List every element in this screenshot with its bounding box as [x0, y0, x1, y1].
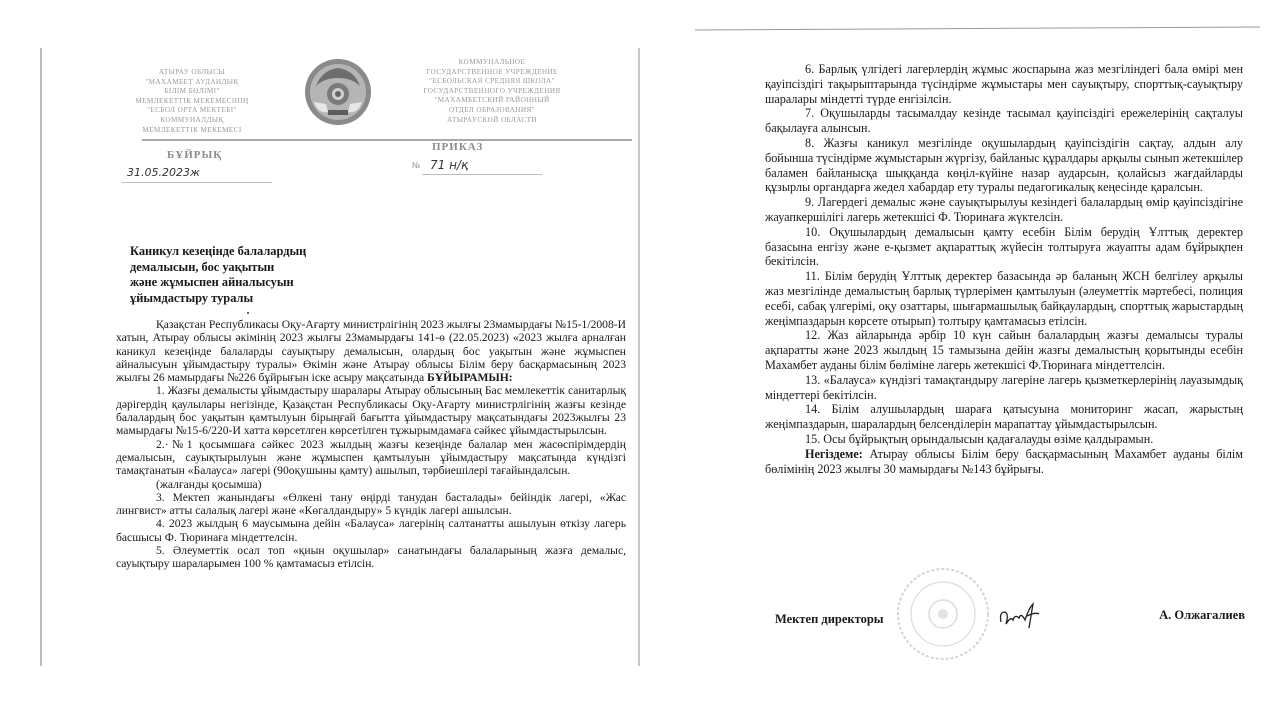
scan-speck: [247, 312, 249, 314]
order-item-8: 8. Жазғы каникул мезгілінде оқушылардың қауіпсіздігін сақтау, алдын алу бойынша түсіндірме жұмыстарын жүргізу, байланыс құралдары арқылы сынып жетекшілер баламен байланысқа шыққанда көңіл-күйіне назар аударсын, қолайсыз жағдайларды құзырлы органдарға жедел хабардар ету туралы педагогикалық кеңесінде қаралсын.: [765, 135, 1243, 195]
title-line: Каникул кезеңінде балалардың: [130, 244, 307, 258]
header-divider: [142, 139, 632, 141]
order-number-prefix: №: [412, 161, 421, 170]
order-item-2: 2.·№1 қосымшаға сәйкес 2023 жылдың жазғы кезеңінде балалар мен жасөспірімдердің демалысын, сауықтырылуын және жұмыспен қамтылуын ұйымдастыру мақсатында күндізгі тамақтанатын «Балауса» лагері (90оқушыны қамту) ашылып, тәрбиешілері тағайындалсын.: [116, 437, 626, 478]
order-item-6: 6. Барлық үлгідегі лагерлердің жұмыс жоспарына жаз мезгіліндегі бала өмірі мен қауіпсіздігі тақырыптарында түсіндірме жұмыстары мен сауықтыру, спорттық-сауықтыру шаралары міндетті түрде енгізілсін.: [765, 62, 1243, 106]
order-body-right: [765, 62, 1243, 476]
order-item-13: 13. «Балауса» күндізгі тамақтандыру лагеріне лагерь қызметкерлерінің лауазымдық міндеттері бекітілсін.: [765, 372, 1243, 402]
header-line: "МАХАМБЕТ АУДАНДЫҚ: [145, 77, 239, 86]
order-item-11: 11. Білім берудің Ұлттық деректер базасында әр баланың ЖСН белгілеу арқылы жаз мезгілінде демалыстың барлық түрлерімен қамтылуын (әлеуметтік мәртебесі, полиция есебі, сабақ үлгерімі, оқу озаттары, шығармашылық байқаулардың, спорттық жарыстардың жеңімпаздарын көрсете отырып) толтыру қамтамасыз етілсін.: [765, 269, 1243, 328]
order-item-5: 5. Әлеуметтік осал топ «қиын оқушылар» санатындағы балаларының жазға демалыс, сауықтыру шараларымен 100 % қамтамасыз етілсін.: [116, 544, 626, 571]
header-line: ГОСУДАРСТВЕННОЕ УЧРЕЖДЕНИЕ: [426, 67, 558, 76]
order-item-1: 1. Жазғы демалысты ұйымдастыру шаралары Атырау облысының Бас мемлекеттік санитарлық дәрігердің қаулылары негізінде, Қазақстан Республикасы Оқу-Ағарту министрлігінің жазғы кезінде балалардың бос уақытын қамтылуын бірыңғай бағытта ұйымдастыру мақсатындағы 2023жылғы 23 мамырдағы №15-6/220-И хатта көрсетлген көрсетілген тұжырымдамаға сәйкес ұйымдастырылсын.: [116, 384, 626, 438]
order-item-9: 9. Лагердегі демалыс және сауықтырылуы кезіндегі балалардың өмір қауіпсіздігіне жауапкершілігі лагерь жетекшісі Ф. Тюринаға жүктелсін.: [765, 195, 1243, 224]
header-line: "МАХАМБЕТСКИЙ РАЙОННЫЙ: [434, 96, 550, 105]
order-item-12: 12. Жаз айларында әрбір 10 күн сайын балалардың жазғы демалысы туралы ақпаратты және 2023 жылдың 15 тамызына дейін жазғы демалыстың қорытынды есебін Махамбет ауданы білім бөліміне лагерь жетекшісі Ф.Тюринаға міндеттелсін.: [765, 328, 1243, 372]
left-document-page: [40, 48, 640, 666]
header-line: АТЫРАУ ОБЛЫСЫ: [158, 68, 226, 76]
right-document-page: [695, 28, 1260, 668]
header-line: КОММУНАЛДЫҚ: [160, 115, 224, 124]
header-line: МЕМЛЕКЕТТІК МЕКЕМЕСІНІҢ: [135, 96, 249, 105]
number-underline: [422, 174, 542, 175]
header-line: "ЕСБОЛЬСКАЯ СРЕДНЯЯ ШКОЛА": [429, 77, 555, 86]
basis-label: Негіздеме:: [805, 446, 863, 461]
preamble: [116, 318, 626, 384]
doc-kind-kazakh: БҰЙРЫҚ: [167, 149, 223, 161]
signer-title: Мектеп директоры: [775, 612, 884, 626]
order-word: БҰЙЫРАМЫН:: [427, 371, 513, 385]
header-line: "ЕСБОЛ ОРТА МЕКТЕБІ": [147, 106, 237, 115]
order-item-4: 4. 2023 жылдың 6 маусымына дейін «Балауса» лагерінің салтанатты ашылуын өткізу лагерь басшысы Ф. Тюринаға міндеттелсін.: [116, 517, 626, 544]
header-line: ГОСУДАРСТВЕННОГО УЧРЕЖДЕНИЯ: [423, 86, 561, 95]
header-right-russian: [397, 58, 587, 125]
order-item-7: 7. Оқушыларды тасымалдау кезінде тасымал қауіпсіздігі ережелерінің сақталуы бақылауға алынсын.: [765, 106, 1243, 136]
header-line: БІЛІМ БӨЛІМІ": [164, 87, 220, 96]
order-item-15: 15. Осы бұйрықтың орындалысын қадағалауды өзіме қалдырамын.: [805, 431, 1154, 446]
order-number: 71 н/қ: [430, 158, 469, 172]
order-title: [130, 244, 370, 306]
signer-name: А. Олжагалиев: [1159, 608, 1245, 622]
header-line: ОТДЕЛ ОБРАЗОВАНИЯ": [448, 105, 536, 114]
order-date: 31.05.2023ж: [127, 166, 200, 179]
header-line: МЕМЛЕКЕТТІК МЕКЕМЕСІ: [142, 125, 242, 134]
doc-kind-russian: ПРИКАЗ: [432, 141, 484, 153]
basis-text: Атырау облысы Білім беру басқармасының Махамбет ауданы білім бөлімінің 2023 жылғы 30 мамырдағы №143 бұйрығы.: [765, 446, 1243, 476]
appendix-note: (жалғанды қосымша): [156, 477, 262, 491]
date-underline: [122, 182, 272, 183]
round-seal-stamp-icon: [895, 566, 991, 662]
preamble-text: Қазақстан Республикасы Оқу-Ағарту министрлігінің 2023 жылғы 23мамырдағы №15-1/2008-И хатын, Атырау облысы әкімінің 2023 жылғы 23мамырдағы 141-ө (22.05.2023) «2023 жылға арналған каникул кезеңінде балаларды сауықтыру демалысын, олардың бос уақытын және жұмыспен айналысуын ұйымдастыру туралы» Өкімін және Атырау облысы Білім беру басқармасының 2023 жылғы 26 мамырдағы №226 бұйрығын іске асыру мақсатында: [116, 318, 626, 385]
order-item-14: 14. Білім алушылардың шараға қатысуына мониторинг жасап, жарыстың жеңімпаздарын, шаралардың белсенділерін марапаттау ұйымдастырылсын.: [765, 402, 1243, 432]
header-line: АТЫРАУСКОЙ ОБЛАСТИ: [447, 115, 537, 124]
title-line: ұйымдастыру туралы: [130, 290, 254, 305]
page-edge-line: [695, 27, 1260, 31]
order-item-10: 10. Оқушылардың демалысын қамту есебін Білім берудің Ұлттық деректер базасына енгізу және е-қызмет ақпараттық жүйесін толтыруға жауапты адам бұйрықпен бекітілсін.: [765, 224, 1243, 269]
header-line: КОММУНАЛЬНОЕ: [458, 58, 526, 66]
state-emblem-icon: [302, 56, 374, 128]
basis-paragraph: [765, 447, 1243, 477]
title-line: демалысын, бос уақытын: [130, 259, 275, 274]
header-left-kazakh: [102, 68, 282, 135]
order-item-3: 3. Мектеп жанындағы «Өлкені тану өңірді танудан басталады» бейіндік лагері, «Жас лингвист» атты салалық лагері және «Көгалдандыру» 5 күндік лагері ашылсын.: [116, 490, 626, 518]
title-line: және жұмыспен айналысуын: [130, 275, 294, 289]
handwritten-signature-icon: [997, 598, 1043, 632]
order-body-left: [116, 318, 626, 571]
